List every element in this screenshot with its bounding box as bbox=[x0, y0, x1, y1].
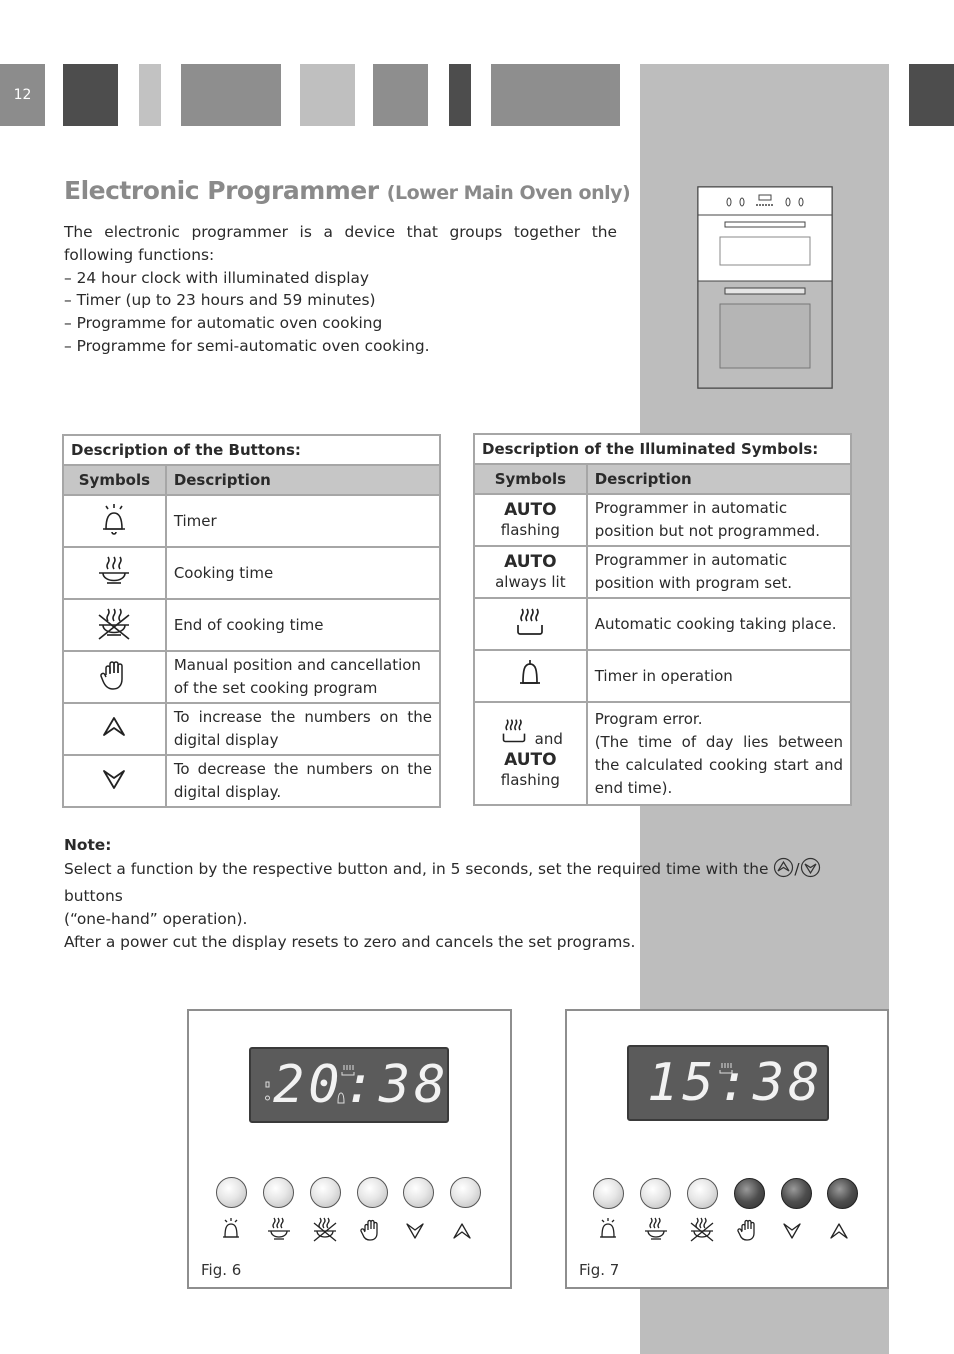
symbols-table-caption: Description of the Illuminated Symbols: bbox=[474, 434, 851, 464]
bell-icon bbox=[63, 495, 166, 547]
figure-label: Fig. 7 bbox=[579, 1261, 620, 1279]
up-arrow-icon bbox=[63, 703, 166, 755]
manual-button[interactable] bbox=[357, 1177, 388, 1208]
header-block bbox=[491, 64, 620, 126]
cooking-pot-icon bbox=[645, 1218, 667, 1239]
up-circle-icon bbox=[773, 857, 794, 885]
intro-text bbox=[64, 221, 617, 358]
button-icons-row bbox=[216, 1217, 486, 1243]
auto-label: AUTO bbox=[504, 552, 557, 572]
table-cell: Programmer in automatic position with program set. bbox=[587, 546, 851, 598]
note-section bbox=[64, 834, 864, 954]
and-label: and bbox=[534, 730, 563, 748]
table-cell: Timer in operation bbox=[587, 650, 851, 702]
auto-label: AUTO bbox=[504, 500, 557, 520]
header-block bbox=[300, 64, 355, 126]
down-circle-icon bbox=[800, 857, 821, 885]
header-block bbox=[63, 64, 118, 126]
decrease-button[interactable] bbox=[403, 1177, 434, 1208]
col-description: Description bbox=[587, 464, 851, 494]
digital-display bbox=[249, 1047, 449, 1123]
note-heading: Note: bbox=[64, 836, 112, 854]
control-panel-fig6 bbox=[187, 1009, 512, 1289]
header-block bbox=[909, 64, 954, 126]
auto-cooking-icon bbox=[498, 717, 530, 750]
cooking-time-button[interactable] bbox=[640, 1178, 671, 1209]
down-arrow-icon bbox=[63, 755, 166, 807]
timer-bell-icon bbox=[474, 650, 587, 702]
end-cooking-icon bbox=[314, 1218, 336, 1241]
bell-icon bbox=[600, 1218, 616, 1237]
cooking-pot-icon bbox=[268, 1218, 290, 1239]
auto-state: always lit bbox=[495, 573, 566, 591]
col-symbols: Symbols bbox=[63, 465, 166, 495]
up-arrow-icon bbox=[831, 1224, 847, 1238]
digital-display bbox=[627, 1045, 829, 1121]
header-block bbox=[139, 64, 161, 126]
auto-cooking-icon bbox=[474, 598, 587, 650]
end-cooking-button[interactable] bbox=[687, 1178, 718, 1209]
note-line: (“one-hand” operation). bbox=[64, 910, 248, 928]
figure-label: Fig. 6 bbox=[201, 1261, 242, 1279]
display-indicators bbox=[263, 1079, 273, 1105]
table-cell: End of cooking time bbox=[166, 599, 440, 651]
up-arrow-icon bbox=[454, 1224, 470, 1238]
table-cell: Programmer in automatic position but not programmed. bbox=[587, 494, 851, 546]
increase-button[interactable] bbox=[827, 1178, 858, 1209]
auto-flashing-symbol bbox=[474, 494, 587, 546]
table-cell: Automatic cooking taking place. bbox=[587, 598, 851, 650]
table-cell: To decrease the numbers on the digital display. bbox=[166, 755, 440, 807]
hand-icon bbox=[361, 1221, 377, 1241]
note-text: Select a function by the respective button and, in 5 seconds, set the required time with the bbox=[64, 860, 774, 878]
increase-button[interactable] bbox=[450, 1177, 481, 1208]
note-separator: / bbox=[794, 860, 800, 878]
list-item: – Programme for semi-automatic oven cooking. bbox=[64, 336, 430, 355]
cooking-time-button[interactable] bbox=[263, 1177, 294, 1208]
function-list bbox=[64, 267, 617, 358]
decrease-button[interactable] bbox=[781, 1178, 812, 1209]
table-cell: Cooking time bbox=[166, 547, 440, 599]
down-arrow-icon bbox=[407, 1224, 423, 1238]
list-item: – 24 hour clock with illuminated display bbox=[64, 268, 370, 287]
end-cooking-icon bbox=[691, 1218, 713, 1241]
auto-lit-symbol bbox=[474, 546, 587, 598]
auto-state: flashing bbox=[500, 521, 560, 539]
col-symbols: Symbols bbox=[474, 464, 587, 494]
table-cell: To increase the numbers on the digital display bbox=[166, 703, 440, 755]
list-item: – Programme for automatic oven cooking bbox=[64, 314, 383, 333]
list-item: – Timer (up to 23 hours and 59 minutes) bbox=[64, 291, 376, 310]
table-cell: Program error. (The time of day lies between the calculated cooking start and end time). bbox=[587, 702, 851, 805]
end-cooking-button[interactable] bbox=[310, 1177, 341, 1208]
hand-icon bbox=[738, 1221, 754, 1241]
page-title bbox=[64, 176, 630, 205]
note-line: After a power cut the display resets to zero and cancels the set programs. bbox=[64, 933, 636, 951]
bell-icon bbox=[223, 1218, 239, 1237]
note-line bbox=[64, 857, 864, 908]
cooking-pot-icon bbox=[63, 547, 166, 599]
oven-illustration bbox=[697, 186, 833, 389]
buttons-table-caption: Description of the Buttons: bbox=[63, 435, 440, 465]
table-cell: Manual position and cancellation of the set cooking program bbox=[166, 651, 440, 703]
col-description: Description bbox=[166, 465, 440, 495]
auto-state: flashing bbox=[500, 771, 560, 789]
symbols-table bbox=[473, 433, 852, 806]
timer-button[interactable] bbox=[216, 1177, 247, 1208]
title-subtitle: (Lower Main Oven only) bbox=[386, 182, 631, 204]
header-block bbox=[373, 64, 428, 126]
table-cell: Timer bbox=[166, 495, 440, 547]
header-block bbox=[181, 64, 281, 126]
end-cooking-icon bbox=[63, 599, 166, 651]
auto-label: AUTO bbox=[504, 750, 557, 770]
timer-button[interactable] bbox=[593, 1178, 624, 1209]
page-number: 12 bbox=[0, 64, 45, 126]
button-icons-row bbox=[593, 1217, 863, 1243]
display-time: 15:38 bbox=[647, 1053, 824, 1113]
control-panel-fig7 bbox=[565, 1009, 889, 1289]
hand-icon bbox=[63, 651, 166, 703]
title-main: Electronic Programmer bbox=[64, 176, 379, 205]
display-time: 20:38 bbox=[273, 1055, 450, 1115]
buttons-table bbox=[62, 434, 441, 808]
intro-paragraph: The electronic programmer is a device that groups together the following functions: bbox=[64, 223, 617, 264]
header-block bbox=[449, 64, 471, 126]
manual-button[interactable] bbox=[734, 1178, 765, 1209]
note-text: buttons bbox=[64, 887, 123, 905]
program-error-symbol bbox=[474, 702, 587, 805]
down-arrow-icon bbox=[784, 1224, 800, 1238]
